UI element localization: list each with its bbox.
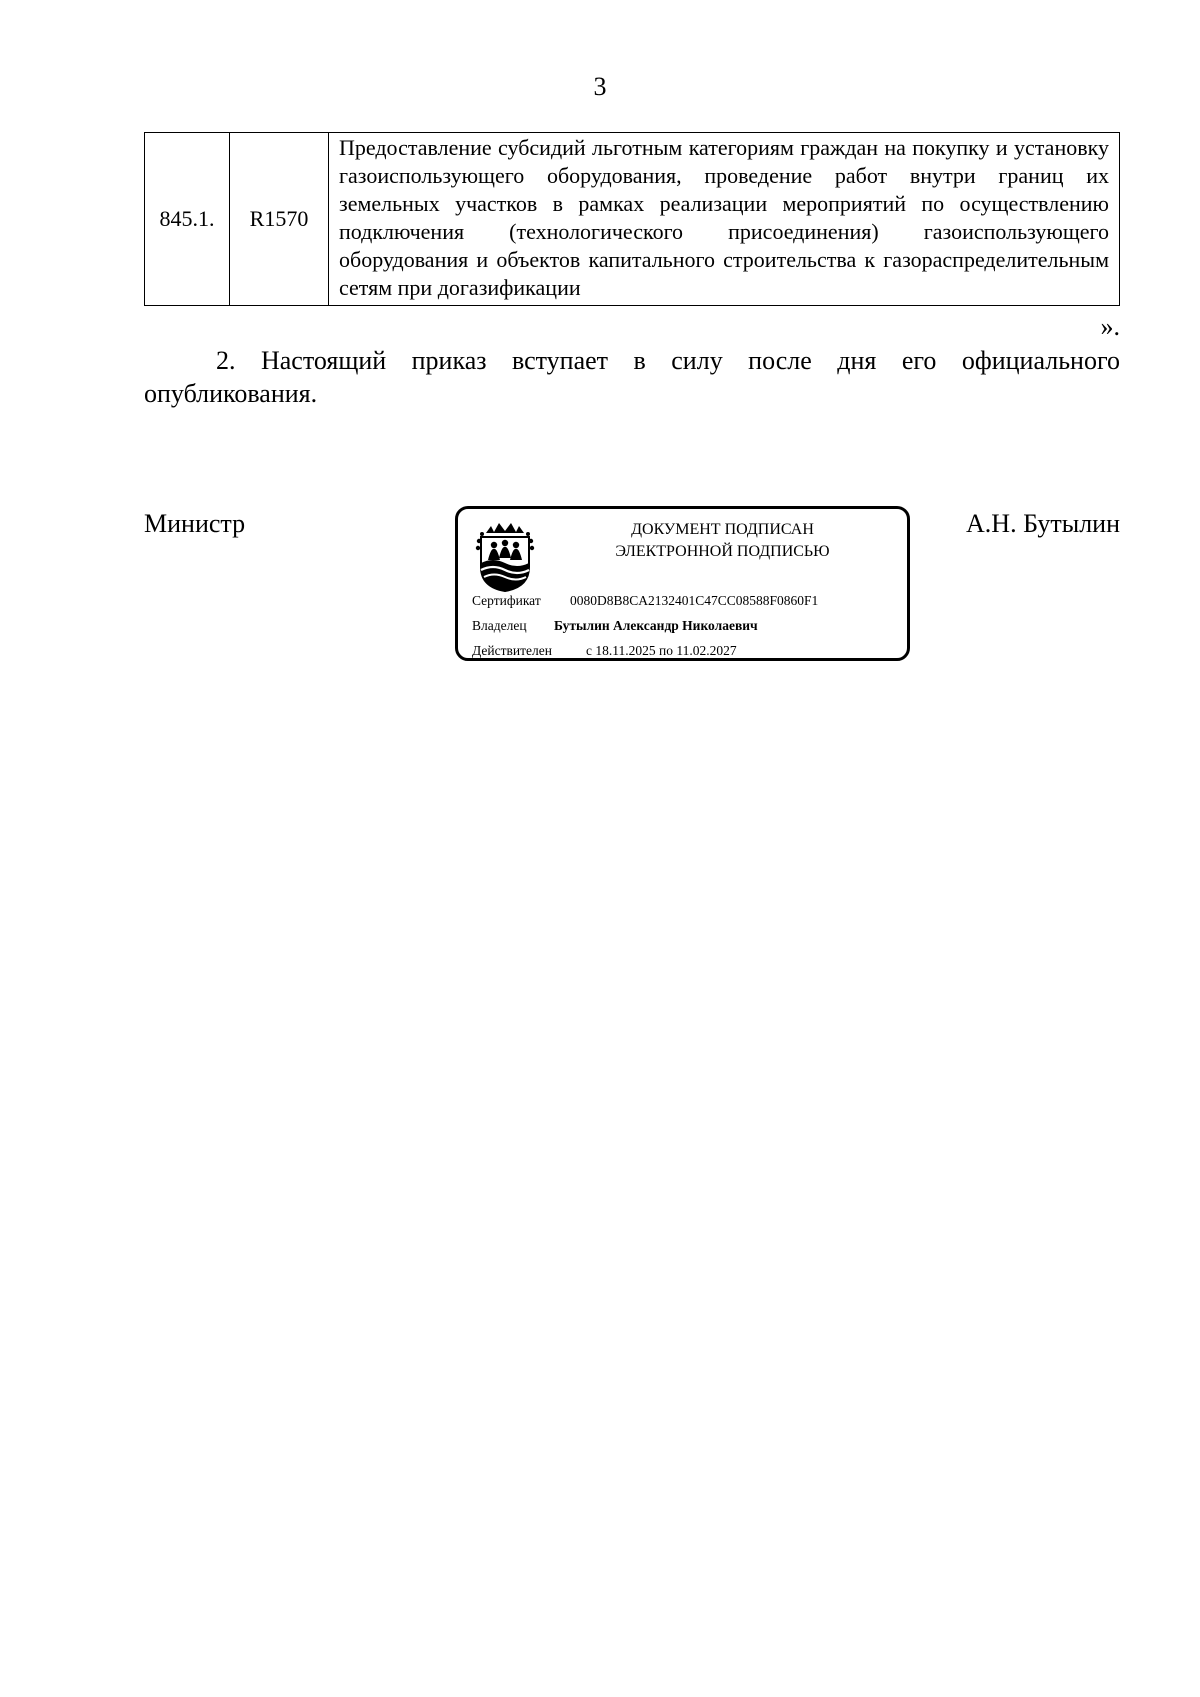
stamp-validity-value: с 18.11.2025 по 11.02.2027 xyxy=(586,643,737,658)
signatory-position: Министр xyxy=(144,509,246,538)
row-description-cell: Предоставление субсидий льготным категориям граждан на покупку и установку газоиспользующего оборудования, проведение работ внутри границ их земельных участков в рамках реализации мероприятий по осуществлению подключения (технологического присоединения) газоиспользующего оборудования и объектов капитального строительства к газораспределительным сетям при догазификации xyxy=(329,133,1120,306)
stamp-heading xyxy=(548,519,897,563)
row-code-cell: 845.1. xyxy=(145,133,230,306)
stamp-heading-line-1: ДОКУМЕНТ ПОДПИСАН xyxy=(631,521,814,538)
regional-coat-of-arms-icon xyxy=(472,515,538,593)
page-number: 3 xyxy=(593,72,607,101)
budget-table xyxy=(144,132,1120,306)
stamp-heading-line-2: ЭЛЕКТРОННОЙ ПОДПИСЬЮ xyxy=(615,543,830,560)
electronic-signature-stamp xyxy=(455,506,910,661)
signatory-name: А.Н. Бутылин xyxy=(966,509,1120,538)
paragraph-2: 2. Настоящий приказ вступает в силу после дня его официального опубликования. xyxy=(144,346,1120,408)
stamp-validity-row xyxy=(472,642,737,660)
stamp-owner-label: Владелец xyxy=(472,618,527,633)
stamp-owner-row xyxy=(472,617,758,635)
stamp-validity-label: Действителен xyxy=(472,643,552,658)
closing-quote: ». xyxy=(1100,312,1120,341)
table-row xyxy=(145,133,1120,306)
row-kbk-cell: R1570 xyxy=(230,133,329,306)
stamp-certificate-label: Сертификат xyxy=(472,593,541,608)
stamp-owner-value: Бутылин Александр Николаевич xyxy=(554,618,758,633)
stamp-certificate-row xyxy=(472,592,818,610)
stamp-certificate-value: 0080D8B8CA2132401C47CC08588F0860F1 xyxy=(570,593,819,608)
